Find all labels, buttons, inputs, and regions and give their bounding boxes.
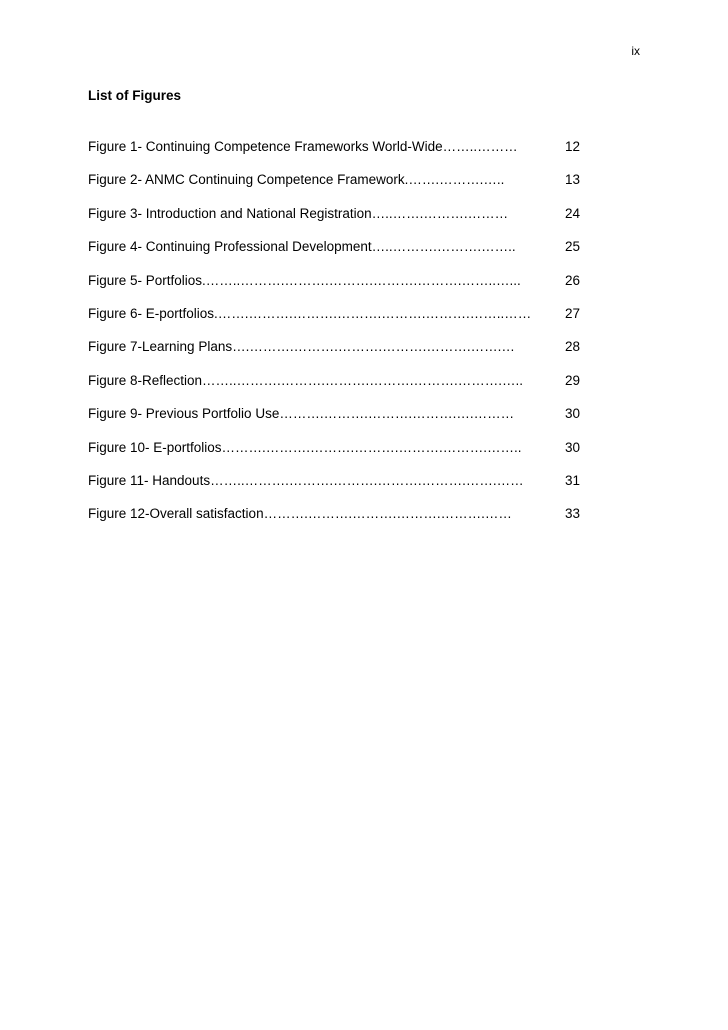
figure-entry xyxy=(88,139,580,172)
page-number: ix xyxy=(631,44,640,58)
figure-label: Figure 6- E-portfolios.…….……….……….……….……….……….……..…… xyxy=(88,305,532,321)
figure-page-number: 13 xyxy=(564,172,580,188)
figure-page-number: 25 xyxy=(564,239,580,255)
figure-page-number: 27 xyxy=(564,305,580,321)
figure-label: Figure 9- Previous Portfolio Use……….……….……….……….….……… xyxy=(88,406,515,422)
figure-page-number: 12 xyxy=(564,139,580,154)
figure-entry xyxy=(88,206,580,239)
figure-entry xyxy=(88,406,580,439)
figure-label: Figure 3- Introduction and National Registration…..…….……….……… xyxy=(88,205,509,221)
page-title: List of Figures xyxy=(88,88,182,103)
figure-label: Figure 7-Learning Plans….……….……….……….……….……….…….… xyxy=(88,339,515,355)
figure-label: Figure 5- Portfolios.……..……….……….……….……….……….……..…... xyxy=(88,272,521,288)
figure-label: Figure 8-Reflection……..……….……….……….……….……….……….….. xyxy=(88,372,524,388)
figure-entry xyxy=(88,440,580,473)
figure-entry xyxy=(88,373,580,406)
figure-label: Figure 12-Overall satisfaction……….……….……….……….……….…… xyxy=(88,506,512,522)
figure-entry xyxy=(88,172,580,205)
figure-page-number: 33 xyxy=(564,506,580,522)
figure-page-number: 26 xyxy=(564,272,580,288)
figure-page-number: 28 xyxy=(564,339,580,355)
figure-label: Figure 4- Continuing Professional Development…..……….……….…….. xyxy=(88,239,516,255)
figure-page-number: 31 xyxy=(564,472,580,488)
figure-label: Figure 10- E-portfolios……….……….……….……….……….……….…….. xyxy=(88,439,522,455)
figure-page-number: 29 xyxy=(564,372,580,388)
figure-label: Figure 11- Handouts……..……….……….……….……….……….…….…… xyxy=(88,472,524,488)
figure-entry xyxy=(88,506,580,539)
figure-entry xyxy=(88,306,580,339)
figure-page-number: 24 xyxy=(564,205,580,221)
figure-label: Figure 1- Continuing Competence Frameworks World-Wide……..……… xyxy=(88,139,518,154)
figure-entry xyxy=(88,239,580,272)
figure-label: Figure 2- ANMC Continuing Competence Framework.…….……….….. xyxy=(88,172,505,188)
figure-entry xyxy=(88,339,580,372)
figure-page-number: 30 xyxy=(564,406,580,422)
figure-list xyxy=(88,139,580,540)
figure-entry xyxy=(88,273,580,306)
figure-page-number: 30 xyxy=(564,439,580,455)
figure-entry xyxy=(88,473,580,506)
